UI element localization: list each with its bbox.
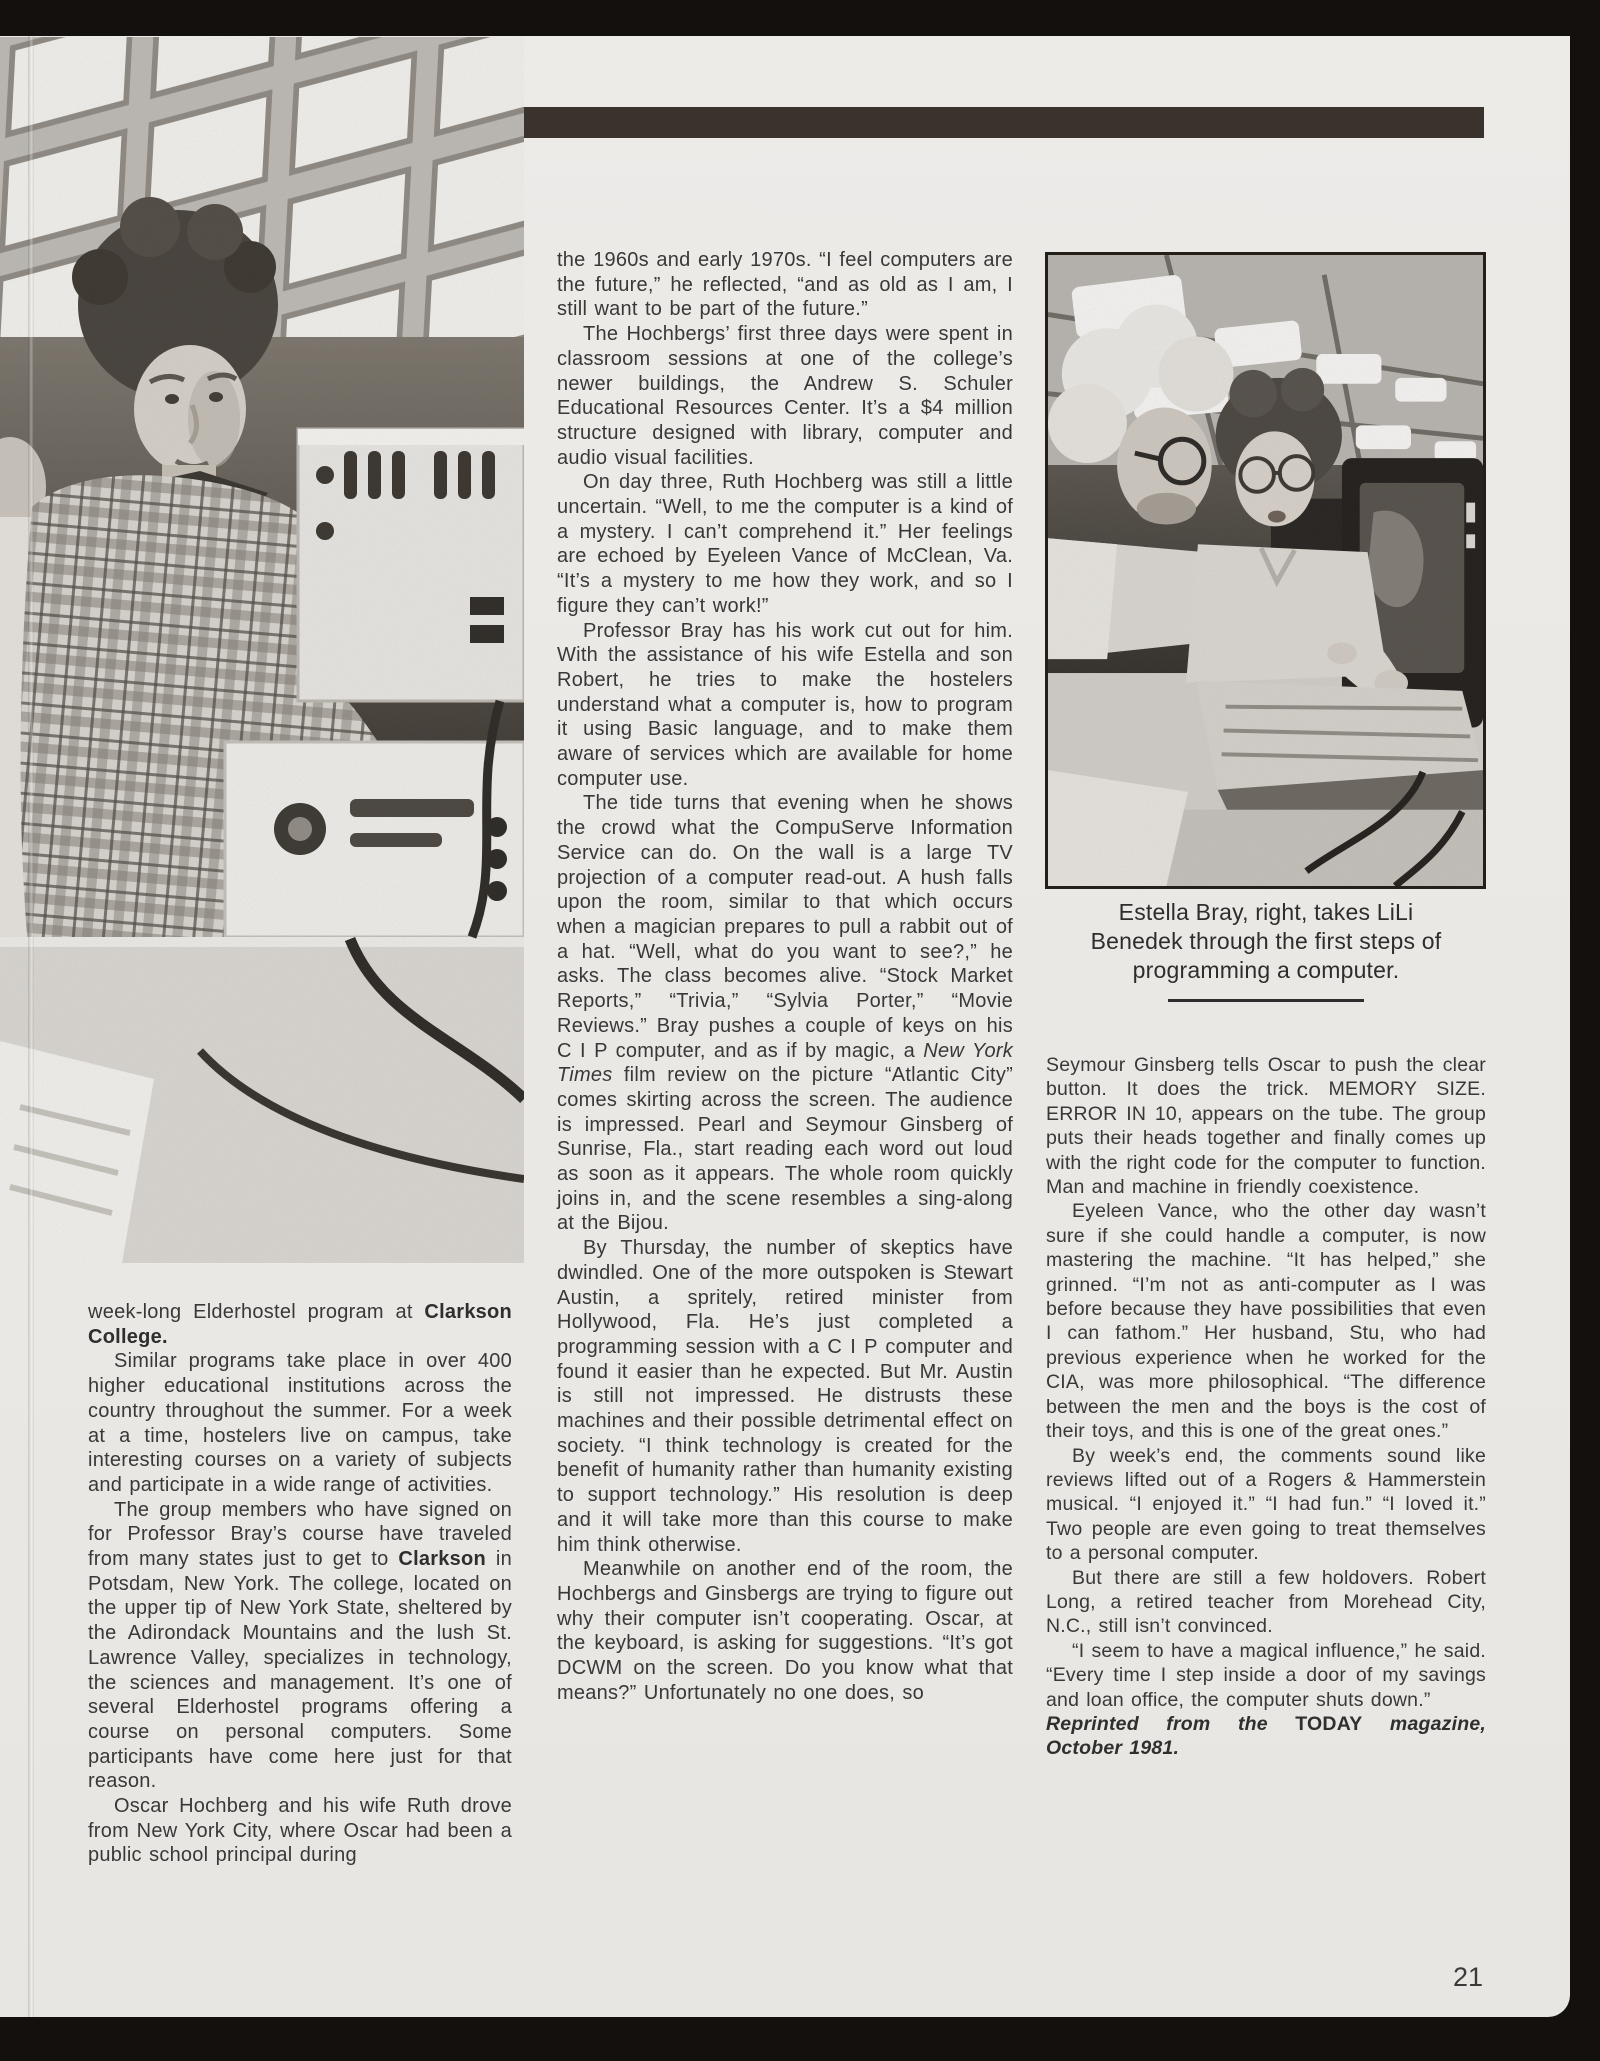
paragraph [88,1498,512,1794]
right-photo-estella-and-lili [1045,252,1486,889]
left-text-column [88,1300,512,1868]
paragraph: “I seem to have a magical influence,” he said. “Every time I step inside a door of my savings and loan office, the computer shuts down.” [1046,1639,1486,1711]
paragraph: Professor Bray has his work cut out for him. With the assistance of his wife Estella and son Robert, he tries to make the hostelers understand what a computer is, how to program it using Basic language, and to make them aware of services which are available for home computer use. [557,619,1013,790]
caption-line: Estella Bray, right, takes LiLi [1118,899,1414,925]
middle-text-column [557,248,1013,1705]
paragraph [88,1300,512,1349]
section-accent-bar [524,107,1484,138]
bold-college-name: Clarkson College. [88,1301,512,1348]
caption-line: Benedek through the first steps of [1090,928,1442,954]
paragraph: Similar programs take place in over 400 higher educational institutions across the country throughout the summer. For a week at a time, hostelers live on campus, take interesting courses on a variety of subjects and participate in a wide range of activities. [88,1350,512,1496]
paragraph: Meanwhile on another end of the room, the Hochbergs and Ginsbergs are trying to figure out why their computer isn’t cooperating. Oscar, at the keyboard, is asking for suggestions. “It’s got DCWM on the screen. Do you know what that means?” Unfortunately no one does, so [557,1558,1013,1704]
paragraph: The Hochbergs’ first three days were spent in classroom sessions at one of the college’s newer buildings, the Andrew S. Schuler Educational Resources Center. It’s a $4 million structure designed with library, computer and audio visual facilities. [557,323,1013,469]
caption-line: programming a computer. [1132,957,1400,983]
paragraph: the 1960s and early 1970s. “I feel computers are the future,” he reflected, “and as old as I am, I still want to be part of the future.” [557,249,1013,321]
paragraph: By week’s end, the comments sound like reviews lifted out of a Rogers & Hammerstein musical. “I enjoyed it.” “I had fun.” “I loved it.” Two people are even going to treat themselves to a personal computer. [1046,1444,1486,1565]
paragraph-text: in Potsdam, New York. The college, located on the upper tip of New York State, sheltered by the Adirondack Mountains and the lush St. Lawrence Valley, specializes in technology, the sciences and management. It’s one of several Elderhostel programs offering a course on personal computers. Some participants have come here just for that reason. [88,1548,512,1793]
magazine-brand: TODAY [1295,1712,1363,1735]
reprint-credit [1046,1712,1486,1761]
paragraph-text: The group members who have signed on for Professor Bray’s course have traveled from many states just to get to [88,1498,512,1571]
paragraph [557,791,1013,1236]
left-photo-man-at-computer [0,37,524,1263]
credit-text: magazine, October 1981. [1046,1712,1486,1760]
paragraph: On day three, Ruth Hochberg was still a little uncertain. “Well, to me the computer is a kind of a mystery. I can’t comprehend it.” Her feelings are echoed by Eyeleen Vance of McClean, Va. “It’s a mystery to me how they work, and so I figure they can’t work!” [557,471,1013,617]
paragraph-text: film review on the picture “Atlantic City” comes skirting across the screen. The audience is impressed. Pearl and Seymour Ginsberg of Sunrise, Fla., start reading each word out loud as soon as it appears. The whole room quickly joins in, and the scene resembles a sing-along at the Bijou. [557,1064,1013,1235]
paragraph: Oscar Hochberg and his wife Ruth drove from New York City, where Oscar had been a public school principal during [88,1795,512,1867]
credit-text: Reprinted from the [1046,1712,1296,1735]
left-photo-illustration [0,37,524,1263]
newspaper-title-italic: New York Times [557,1039,1013,1087]
film-grain [1048,255,1483,886]
paragraph: But there are still a few holdovers. Robert Long, a retired teacher from Morehead City, N.C., still isn’t convinced. [1046,1566,1486,1638]
paragraph: Seymour Ginsberg tells Oscar to push the clear button. It does the trick. MEMORY SIZE. ERROR IN 10, appears on the tube. The group puts their heads together and finally comes up with the right code for the computer to function. Man and machine in friendly coexistence. [1046,1054,1486,1199]
paragraph-text: week-long Elderhostel program at [88,1301,425,1323]
paragraph-text: The tide turns that evening when he shows the crowd what the CompuServe Information Service can do. On the wall is a large TV projection of a computer read-out. A hush falls upon the room, similar to that which occurs when a magician prepares to pull a rabbit out of a hat. “Well, what do you want to see?,” he asks. The class becomes alive. “Stock Market Reports,” “Trivia,” “Sylvia Porter,” “Movie Reviews.” Bray pushes a couple of keys on his C I P computer, and as if by magic, a [557,792,1013,1062]
page-number: 21 [1452,1962,1484,1992]
film-grain [0,37,524,1263]
bold-college-name: Clarkson [398,1548,486,1571]
photo-caption [1040,898,1492,1002]
paragraph: By Thursday, the number of skeptics have dwindled. One of the more outspoken is Stewart Austin, a spritely, retired minister from Hollywood, Fla. He’s just completed a programming session with a C I P computer and found it easier than he expected. But Mr. Austin is still not impressed. He distrusts these machines and their possible detrimental effect on society. “I think technology is created for the benefit of humanity rather than humanity existing to support technology.” His resolution is deep and it will take more than this course to make him think otherwise. [557,1237,1013,1556]
right-text-column [1046,1053,1486,1761]
magazine-page [0,36,1570,2017]
right-photo-illustration [1048,255,1483,886]
paragraph: Eyeleen Vance, who the other day wasn’t sure if she could handle a computer, is now mastering the machine. “It has helped,” she grinned. “I’m not as anti-computer as I was before because they have possibilities that even I can fathom.” Her husband, Stu, who had previous experience when he worked for the CIA, was more philosophical. “The difference between the men and the boys is the cost of their toys, and this is one of the great ones.” [1046,1200,1486,1443]
caption-divider-rule [1168,999,1364,1002]
